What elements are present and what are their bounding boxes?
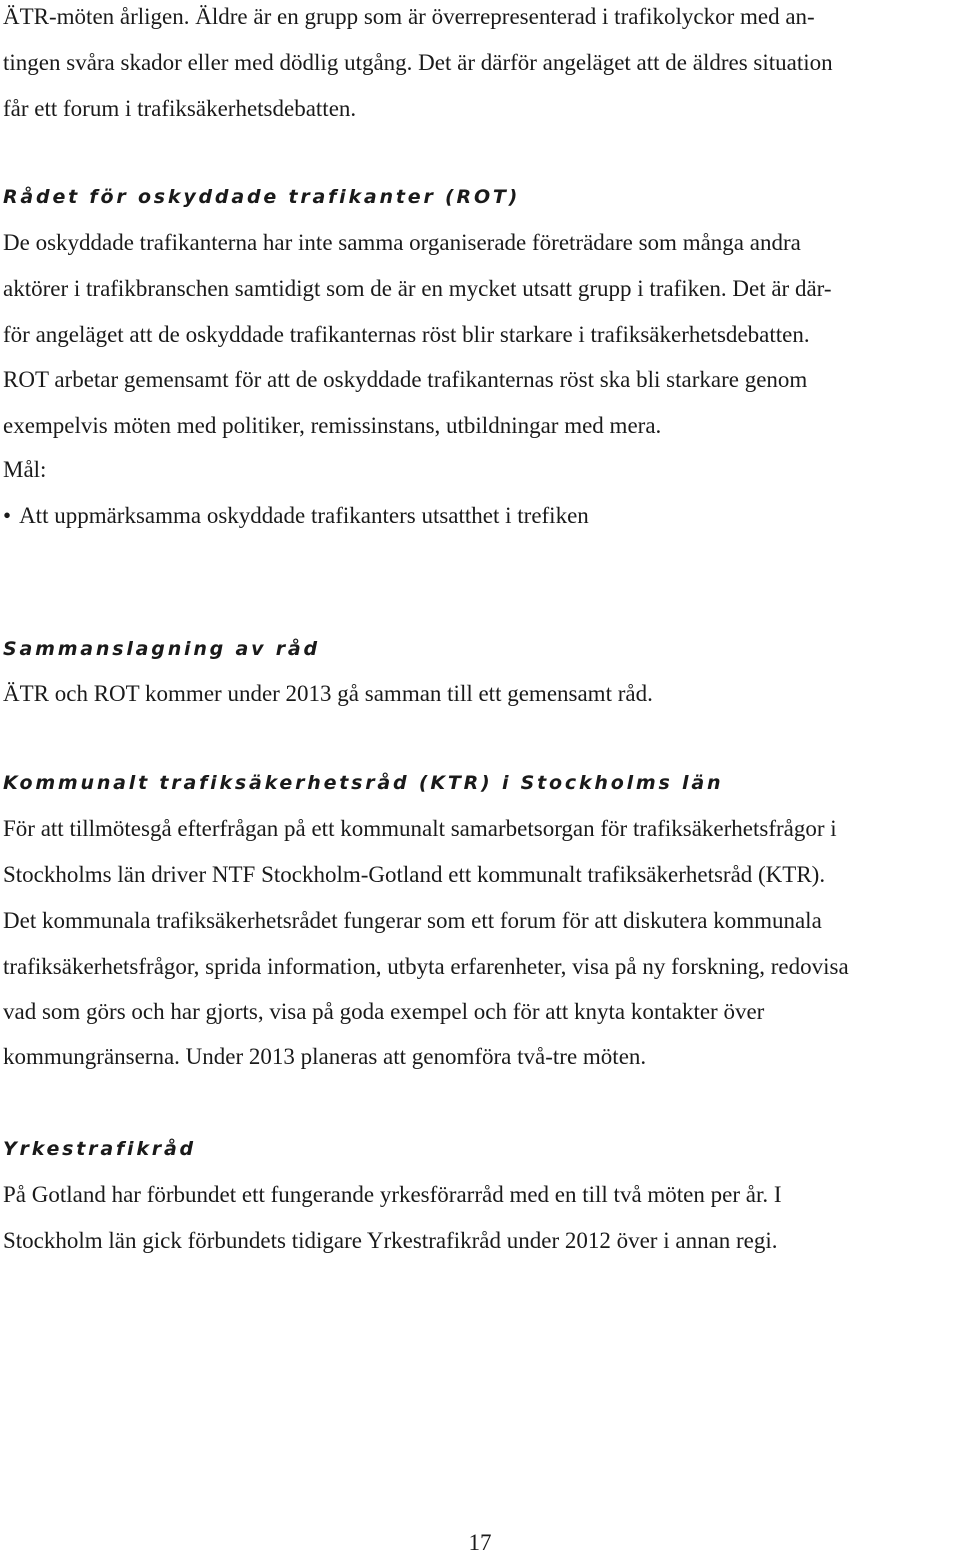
rot-line-2: aktörer i trafikbranschen samtidigt som de är en mycket utsatt grupp i trafiken. Det är där- xyxy=(3,276,832,301)
merge-line-1: ÄTR och ROT kommer under 2013 gå samman till ett gemensamt råd. xyxy=(3,681,653,706)
yrke-line-1: På Gotland har förbundet ett fungerande yrkesförarråd med en till två möten per år. I xyxy=(3,1182,782,1207)
yrke-heading: Yrkestrafikråd xyxy=(3,1138,196,1160)
intro-line-2: tingen svåra skador eller med dödlig utgång. Det är därför angeläget att de äldres situation xyxy=(3,50,833,75)
intro-line-1: ÄTR-möten årligen. Äldre är en grupp som är överrepresenterad i trafikolyckor med an- xyxy=(3,4,815,29)
ktr-line-6: kommungränserna. Under 2013 planeras att genomföra två-tre möten. xyxy=(3,1044,647,1069)
rot-line-3: för angeläget att de oskyddade trafikanternas röst blir starkare i trafiksäkerhetsdebatten. xyxy=(3,322,810,347)
bullet-icon: • xyxy=(3,503,12,528)
yrke-line-2: Stockholm län gick förbundets tidigare Yrkestrafikråd under 2012 över i annan regi. xyxy=(3,1228,778,1253)
merge-heading: Sammanslagning av råd xyxy=(3,638,320,660)
rot-goal-item xyxy=(3,493,589,539)
rot-heading: Rådet för oskyddade trafikanter (ROT) xyxy=(3,186,521,208)
rot-line-5: exempelvis möten med politiker, remissinstans, utbildningar med mera. xyxy=(3,413,662,438)
rot-goal-label: Mål: xyxy=(3,457,47,482)
ktr-heading: Kommunalt trafiksäkerhetsråd (KTR) i Stockholms län xyxy=(3,772,724,794)
ktr-line-3: Det kommunala trafiksäkerhetsrådet fungerar som ett forum för att diskutera kommunala xyxy=(3,908,822,933)
ktr-line-1: För att tillmötesgå efterfrågan på ett kommunalt samarbetsorgan för trafiksäkerhetsfrågor i xyxy=(3,816,837,841)
ktr-line-4: trafiksäkerhetsfrågor, sprida information, utbyta erfarenheter, visa på ny forskning, redovisa xyxy=(3,954,849,979)
ktr-line-2: Stockholms län driver NTF Stockholm-Gotland ett kommunalt trafiksäkerhetsråd (KTR). xyxy=(3,862,826,887)
rot-line-1: De oskyddade trafikanterna har inte samma organiserade företrädare som många andra xyxy=(3,230,801,255)
page-number: 17 xyxy=(468,1530,492,1555)
ktr-line-5: vad som görs och har gjorts, visa på goda exempel och för att knyta kontakter över xyxy=(3,999,765,1024)
intro-line-3: får ett forum i trafiksäkerhetsdebatten. xyxy=(3,96,357,121)
rot-goal-text: Att uppmärksamma oskyddade trafikanters utsatthet i trefiken xyxy=(19,503,589,528)
rot-line-4: ROT arbetar gemensamt för att de oskyddade trafikanternas röst ska bli starkare genom xyxy=(3,367,808,392)
